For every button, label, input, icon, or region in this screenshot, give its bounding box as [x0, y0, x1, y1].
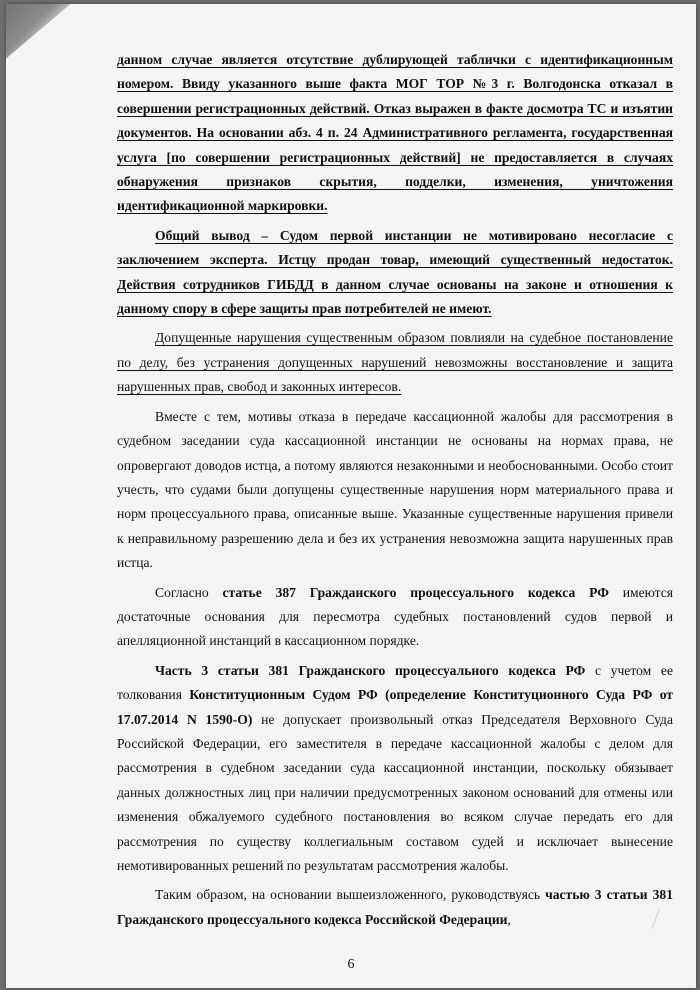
paragraph	[117, 48, 673, 219]
bold-text-run: Часть 3 статьи 381 Гражданского процессуального кодекса РФ	[155, 662, 586, 678]
text-run: с учетом ее толкования	[117, 662, 673, 703]
bold-text-run: Конституционным Судом РФ (определение Конституционного Суда РФ от 17.07.2014 N 1590-О)	[117, 687, 673, 727]
text-run: Согласно	[155, 584, 223, 600]
bold-text-run: данном случае является отсутствие дублирующей таблички с идентификационным номером. Ввиду указанного выше факта МОГ ТОР №3 г. Волгодонска отказал в совершении регистрационных действий. Отказ выражен в факте досмотра ТС и изъятии документов. На основании абз. 4 п. 24 Административного регламента, государственная услуга [по совершении регистрационных действий] не предоставляется в случаях обнаружения признаков скрытия, подделки, изменения, уничтожения идентификационной маркировки.	[117, 52, 673, 214]
text-run: Вместе с тем, мотивы отказа в передаче кассационной жалобы для рассмотрения в судебном заседании суда кассационной инстанции не основаны на нормах права, не опровергают доводов истца, а потому являются незаконными и необоснованными. Особо стоит учесть, что судами были допущены существенные нарушения норм материального права и норм процессуального права, описанные выше. Указанные существенные нарушения привели к неправильному разрешению дела и без их устранения невозможна защита нарушенных прав истца.	[117, 408, 673, 571]
text-run: имеются достаточные основания для пересмотра судебных постановлений судов первой и апелляционной инстанций в кассационном порядке.	[117, 584, 673, 649]
paragraph	[117, 581, 673, 654]
page-number: 6	[347, 957, 355, 972]
document-body	[117, 48, 673, 932]
paragraph	[117, 883, 673, 932]
bold-text-run: частью 3 статьи 381 Гражданского процессуального кодекса Российской Федерации	[117, 887, 673, 927]
paragraph	[117, 224, 673, 322]
text-run: Таким образом, на основании вышеизложенного, руководствуясь	[155, 887, 546, 903]
page-fold-shadow	[6, 4, 106, 84]
document-page	[6, 4, 696, 988]
bold-text-run: Общий вывод – Судом первой инстанции не мотивировано несогласие с заключением эксперта. Истцу продан товар, имеющий существенный недостаток. Действия сотрудников ГИБДД в данном случае основаны на законе и отношения к данному спору в сфере защиты прав потребителей не имеют.	[117, 227, 673, 317]
text-run: Допущенные нарушения существенным образом повлияли на судебное постановление по делу, без устранения допущенных нарушений невозможны восстановление и защита нарушенных прав, свобод и законных интересов.	[117, 330, 673, 395]
paragraph	[117, 405, 673, 576]
text-run: не допускает произвольный отказ Председателя Верховного Суда Российской Федерации, его заместителя в передаче кассационной жалобы с делом для рассмотрения в судебном заседании суда кассационной инстанции, поскольку обязывает данных должностных лиц при наличии предусмотренных законом оснований для отмены или изменения обжалуемого судебного постановления во всяком случае передать его для рассмотрения по существу коллегиальным составом судей и исключает вынесение немотивированных решений по результатам рассмотрения жалобы.	[117, 711, 674, 873]
paragraph	[117, 326, 673, 399]
paragraph	[117, 659, 673, 879]
bold-text-run: статье 387 Гражданского процессуального кодекса РФ	[222, 584, 609, 600]
text-run: ,	[507, 911, 511, 927]
